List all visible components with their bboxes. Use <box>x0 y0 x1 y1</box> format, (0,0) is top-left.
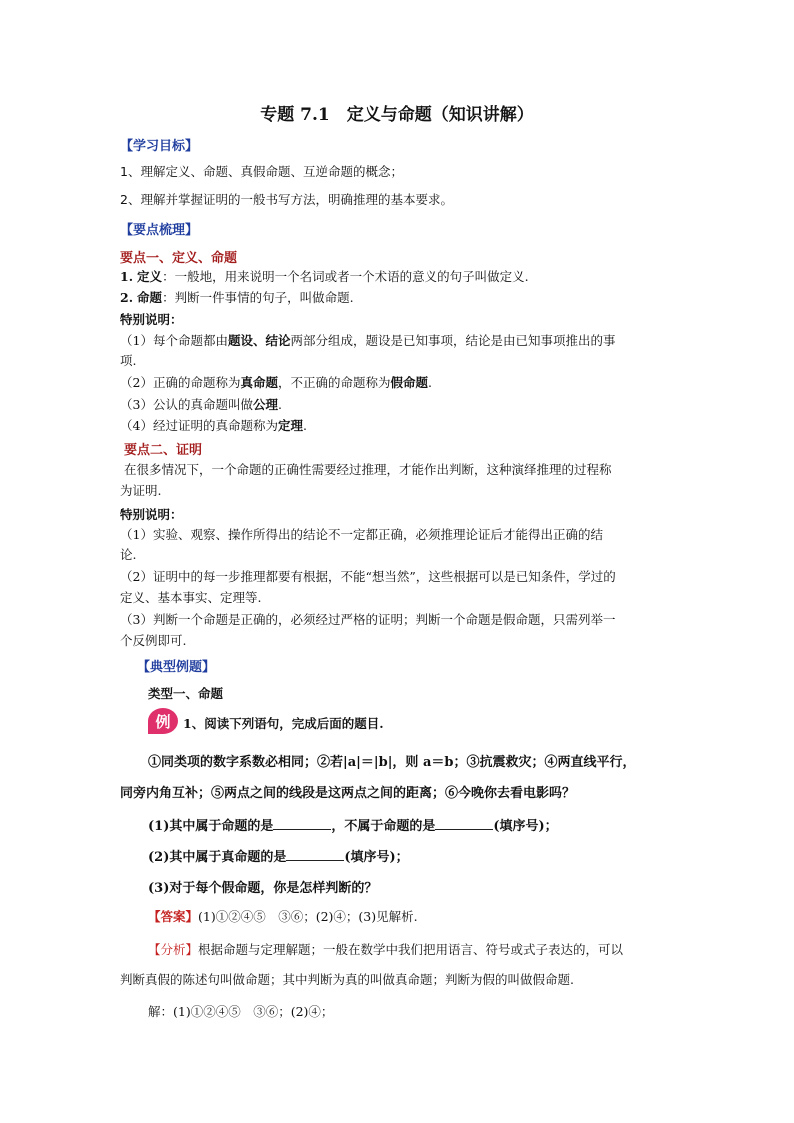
note-item <box>120 331 616 351</box>
note-text: . <box>428 375 432 390</box>
note-item: （1）实验、观察、操作所得出的结论不一定都正确，必须推理论证后才能得出正确的结 <box>120 527 603 542</box>
note-emphasis: 公理 <box>252 397 278 412</box>
solution-line: 解：(1)①②④⑤ ③⑥；(2)④； <box>148 1004 334 1019</box>
note-emphasis: 定理 <box>277 418 303 433</box>
proof-text: 为证明. <box>120 483 162 498</box>
sub-question-text: (填序号)； <box>493 819 558 834</box>
point-two-heading: 要点二、证明 <box>124 443 203 458</box>
goal-item: 1、理解定义、命题、真假命题、互逆命题的概念； <box>120 164 403 179</box>
answer-text: (1)①②④⑤ ③⑥；(2)④；(3)见解析. <box>198 909 418 924</box>
points-heading: 【要点梳理】 <box>120 223 199 238</box>
answer-line <box>148 907 418 925</box>
answer-label: 【答案】 <box>148 909 199 924</box>
note-continuation: 定义、基本事实、定理等. <box>120 590 262 605</box>
definition-line <box>120 267 529 287</box>
page-title: 专题 7.1 定义与命题（知识讲解） <box>260 105 534 125</box>
note-continuation: 项. <box>120 353 137 368</box>
goal-item: 2、理解并掌握证明的一般书写方法，明确推理的基本要求。 <box>120 192 453 207</box>
note-text: （2）正确的命题称为 <box>120 375 241 390</box>
question-intro: 1、阅读下列语句，完成后面的题目. <box>183 716 384 731</box>
sub-question-text: (填序号)； <box>344 850 409 865</box>
note-heading: 特别说明： <box>120 312 183 327</box>
type-heading: 类型一、命题 <box>148 686 224 701</box>
analysis-label: 【分析】 <box>148 942 199 957</box>
note-item <box>120 416 307 436</box>
note-continuation: 论. <box>120 547 137 562</box>
note-text: （4）经过证明的真命题称为 <box>120 418 278 433</box>
note-continuation: 个反例即可. <box>120 633 187 648</box>
note-emphasis: 真命题 <box>240 375 278 390</box>
proposition-line <box>120 288 354 308</box>
note-text: ，不正确的命题称为 <box>277 375 391 390</box>
goals-heading: 【学习目标】 <box>120 139 199 154</box>
proposition-term: 命题 <box>137 290 163 305</box>
note-emphasis: 题设、结论 <box>227 333 291 348</box>
point-one-heading: 要点一、定义、命题 <box>120 251 238 266</box>
question-line: 同旁内角互补；⑤两点之间的线段是这两点之间的距离；⑥今晚你去看电影吗？ <box>120 786 576 801</box>
definition-number: 1. <box>120 269 134 284</box>
analysis-text: 根据命题与定理解题；一般在数学中我们把用语言、符号或式子表达的，可以 <box>198 942 624 957</box>
note-emphasis: 假命题 <box>390 375 429 390</box>
sub-question-text: ，不属于命题的是 <box>331 819 436 834</box>
definition-term: 定义 <box>137 269 163 284</box>
answer-blank <box>286 848 344 861</box>
note-text: 两部分组成，题设是已知事项，结论是由已知事项推出的事 <box>290 333 616 348</box>
note-heading: 特别说明： <box>120 507 183 522</box>
proof-text: 在很多情况下，一个命题的正确性需要经过推理，才能作出判断，这种演绎推理的过程称 <box>124 462 612 477</box>
note-item: （3）判断一个命题是正确的，必须经过严格的证明；判断一个命题是假命题，只需列举一 <box>120 612 616 627</box>
sub-question-2 <box>148 846 409 865</box>
answer-blank <box>273 817 331 830</box>
example-badge: 例 <box>148 708 178 734</box>
analysis-text: 判断真假的陈述句叫做命题；其中判断为真的叫做真命题；判断为假的叫做假命题. <box>120 972 574 987</box>
proposition-number: 2. <box>120 290 134 305</box>
question-line: ①同类项的数字系数必相同；②若|a|＝|b|，则 a＝b；③抗震救灾；④两直线平行， <box>148 755 636 770</box>
sub-question-1 <box>148 815 558 834</box>
sub-question-text: (2)其中属于真命题的是 <box>148 850 287 865</box>
note-text: （3）公认的真命题叫做 <box>120 397 253 412</box>
note-text: （1）每个命题都由 <box>120 333 228 348</box>
definition-text: ：一般地，用来说明一个名词或者一个术语的意义的句子叫做定义. <box>162 269 529 284</box>
answer-blank <box>435 817 493 830</box>
note-item <box>120 395 282 415</box>
sub-question-3: (3)对于每个假命题，你是怎样判断的？ <box>148 881 378 896</box>
note-item <box>120 373 432 393</box>
note-text: . <box>302 418 307 433</box>
sub-question-text: (1)其中属于命题的是 <box>148 819 274 834</box>
analysis-line <box>148 940 623 958</box>
proposition-text: ：判断一件事情的句子，叫做命题. <box>162 290 354 305</box>
note-text: . <box>277 397 282 412</box>
note-item: （2）证明中的每一步推理都要有根据，不能“想当然”，这些根据可以是已知条件，学过的 <box>120 569 616 584</box>
examples-heading: 【典型例题】 <box>137 660 216 675</box>
